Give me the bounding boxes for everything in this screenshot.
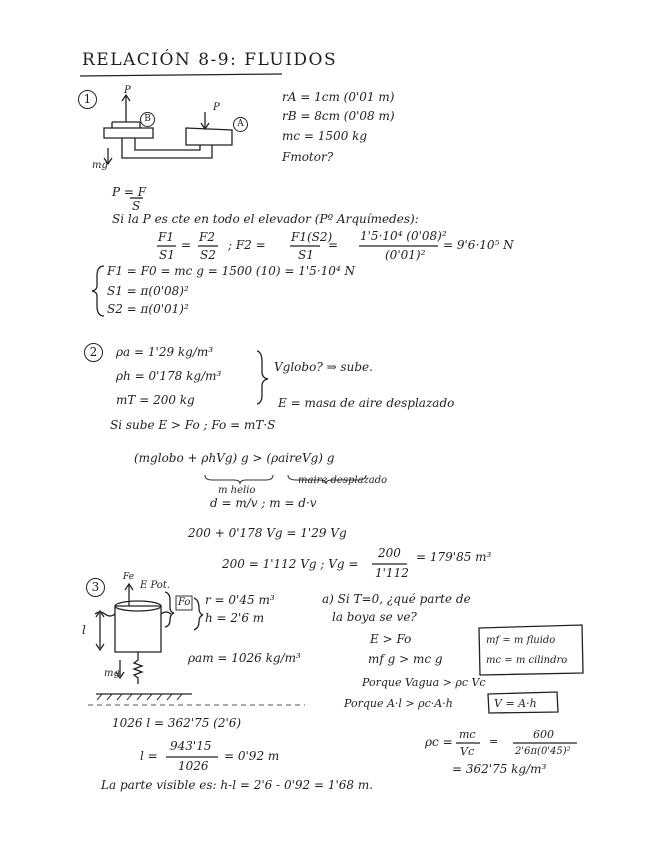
label-a: A xyxy=(233,117,248,132)
frac-f1s2-den: S1 xyxy=(298,248,314,262)
buoyancy-def: E = masa de aire desplazado xyxy=(278,396,455,410)
force-inequality: (mglobo + ρhVg) g > (ρaireVg) g xyxy=(134,451,335,465)
total-mass: mT = 200 kg xyxy=(116,393,195,407)
equation-l: 1026 l = 362'75 (2'6) xyxy=(112,716,242,730)
rise-condition: Si sube E > Fo ; Fo = mT·S xyxy=(110,418,276,432)
l-result: = 0'92 m xyxy=(224,749,280,763)
rc-frac-num: mc xyxy=(459,728,476,741)
problem-1-number: 1 xyxy=(78,90,97,109)
problem-2-number: 2 xyxy=(84,343,103,362)
f2-equals: ; F2 = xyxy=(228,238,266,252)
density-relation: d = m/v ; m = d·v xyxy=(210,496,317,510)
label-e-pot: E Pot. xyxy=(140,580,171,591)
p2-brace xyxy=(257,351,268,404)
question-a-1: a) Si T=0, ¿qué parte de xyxy=(322,592,471,606)
system-line-1: F1 = F0 = mc g = 1500 (10) = 1'5·10⁴ N xyxy=(107,264,356,278)
equation-1: 200 + 0'178 Vg = 1'29 Vg xyxy=(188,526,347,540)
rc-frac2-num: 600 xyxy=(533,728,554,741)
problem-3-number: 3 xyxy=(86,578,105,597)
label-mg-3: mg xyxy=(104,668,120,679)
radius-b: rB = 8cm (0'08 m) xyxy=(282,109,395,123)
label-p-right: P xyxy=(213,102,220,113)
notebook-page: RELACIÓN 8-9: FLUIDOS 1 P P B A mg rA = 1cm (0'01 m) rB = 8cm (0'08 m) mc = 1500 kg Fmotor? P = F S Si la P es cte en todo el elevador (Pº Arquímedes): F1 S1 = F2 S2 ; F2 = F1(S2) S1 = 1'5·10⁴ (0'08)² (0'01)² = 9'6·10⁵ N F1 = F0 = mc g = 1500 (10) = 1'5·10⁴ N S1 = π(0'08)² S2 = π(0'01)² 2 ρa = 1'29 kg/m³ ρh = 0'178 kg/m³ mT = 200 kg Vglobo? ⇒ sube. E = masa de aire desplazado Si sube E > Fo ; Fo = mT·S (mglobo + ρhVg) g > (ρaireVg) g m helio maire desplazado d = m/v ; m = d·v 200 + 0'178 Vg = 1'29 Vg 200 = 1'112 Vg ; Vg = 200 1'112 = 179'85 m³ 3 E Pot. Fe Fo r = 0'45 m³ h = 2'6 m l mg ρam = 1026 kg/m³ a) Si T=0, ¿qué parte de la boya se ve? E > Fo mf g > mc g mf = m fluido mc = m cilindro Porque Vagua > ρc Vc Porque A·l > ρc·A·h V = A·h 1026 l = 362'75 (2'6) l = 943'15 1026 = 0'92 m La parte visible es: h-l = 2'6 - 0'92 = 1'68 m. ρc = mc Vc = 600 2'6π(0'45)² = 362'75 kg/m³ xyxy=(0,0,655,848)
density-air: ρa = 1'29 kg/m³ xyxy=(116,345,214,359)
underbrace-helio xyxy=(205,475,273,484)
height: h = 2'6 m xyxy=(205,611,265,625)
mass-box xyxy=(479,625,583,675)
equation-2: 200 = 1'112 Vg ; Vg = xyxy=(222,557,359,571)
label-b: B xyxy=(140,112,155,127)
density-seawater: ρam = 1026 kg/m³ xyxy=(188,651,301,665)
vg-frac-den: 1'112 xyxy=(375,566,409,580)
rho-c-result: = 362'75 kg/m³ xyxy=(452,762,547,776)
system-brace xyxy=(92,266,104,316)
rc-frac-den: Vc xyxy=(460,745,475,758)
question-a-2: la boya se ve? xyxy=(332,610,417,624)
result-f2: = 9'6·10⁵ N xyxy=(443,238,514,252)
title-underline xyxy=(80,74,282,76)
label-fe: Fe xyxy=(123,572,135,582)
box-mf: mf = m fluido xyxy=(486,635,556,646)
frac-f2-den: S2 xyxy=(200,248,216,262)
l-frac-den: 1026 xyxy=(178,759,209,773)
system-line-3: S2 = π(0'01)² xyxy=(107,302,189,316)
frac-f1s2-num: F1(S2) xyxy=(291,230,333,244)
because-2: Porque A·l > ρc·A·h xyxy=(344,697,453,710)
visible-part: La parte visible es: h-l = 2'6 - 0'92 = 1'68 m. xyxy=(101,778,374,792)
l-equals: l = xyxy=(140,749,158,763)
pressure-def-den: S xyxy=(132,199,141,213)
pascal-principle: Si la P es cte en todo el elevador (Pº Arquímedes): xyxy=(112,212,419,226)
radius-a: rA = 1cm (0'01 m) xyxy=(282,90,395,104)
label-p-left: P xyxy=(124,85,131,96)
frac-f1-num: F1 xyxy=(158,230,174,244)
mf-greater-mc: mf g > mc g xyxy=(368,652,443,666)
page-title: RELACIÓN 8-9: FLUIDOS xyxy=(82,50,338,70)
box-volume: V = A·h xyxy=(494,697,537,710)
frac-big-den: (0'01)² xyxy=(385,248,426,262)
frac-big-num: 1'5·10⁴ (0'08)² xyxy=(360,229,447,243)
label-l: l xyxy=(82,623,86,637)
label-m-aire: maire desplazado xyxy=(298,475,388,486)
vg-frac-num: 200 xyxy=(378,546,401,560)
mass-c: mc = 1500 kg xyxy=(282,129,368,143)
question-fmotor: Fmotor? xyxy=(282,150,334,164)
question-vglobo: Vglobo? ⇒ sube. xyxy=(274,360,373,374)
box-mc: mc = m cilindro xyxy=(486,655,568,666)
radius: r = 0'45 m³ xyxy=(205,593,275,607)
because-1: Porque Vagua > ρc Vc xyxy=(362,676,486,689)
result-vg: = 179'85 m³ xyxy=(416,550,492,564)
rc-frac2-den: 2'6π(0'45)² xyxy=(515,746,571,757)
pressure-def-num: P = F xyxy=(112,185,147,199)
frac-f1-den: S1 xyxy=(159,248,175,262)
frac-f2-num: F2 xyxy=(199,230,215,244)
label-m-helio: m helio xyxy=(218,485,256,496)
l-frac-num: 943'15 xyxy=(170,739,212,753)
e-greater-fo: E > Fo xyxy=(370,632,412,646)
label-fo-box: Fo xyxy=(178,597,191,608)
density-helium: ρh = 0'178 kg/m³ xyxy=(116,369,222,383)
system-line-2: S1 = π(0'08)² xyxy=(107,284,189,298)
rho-c-label: ρc = xyxy=(425,735,453,749)
label-mg: mg xyxy=(92,160,108,171)
